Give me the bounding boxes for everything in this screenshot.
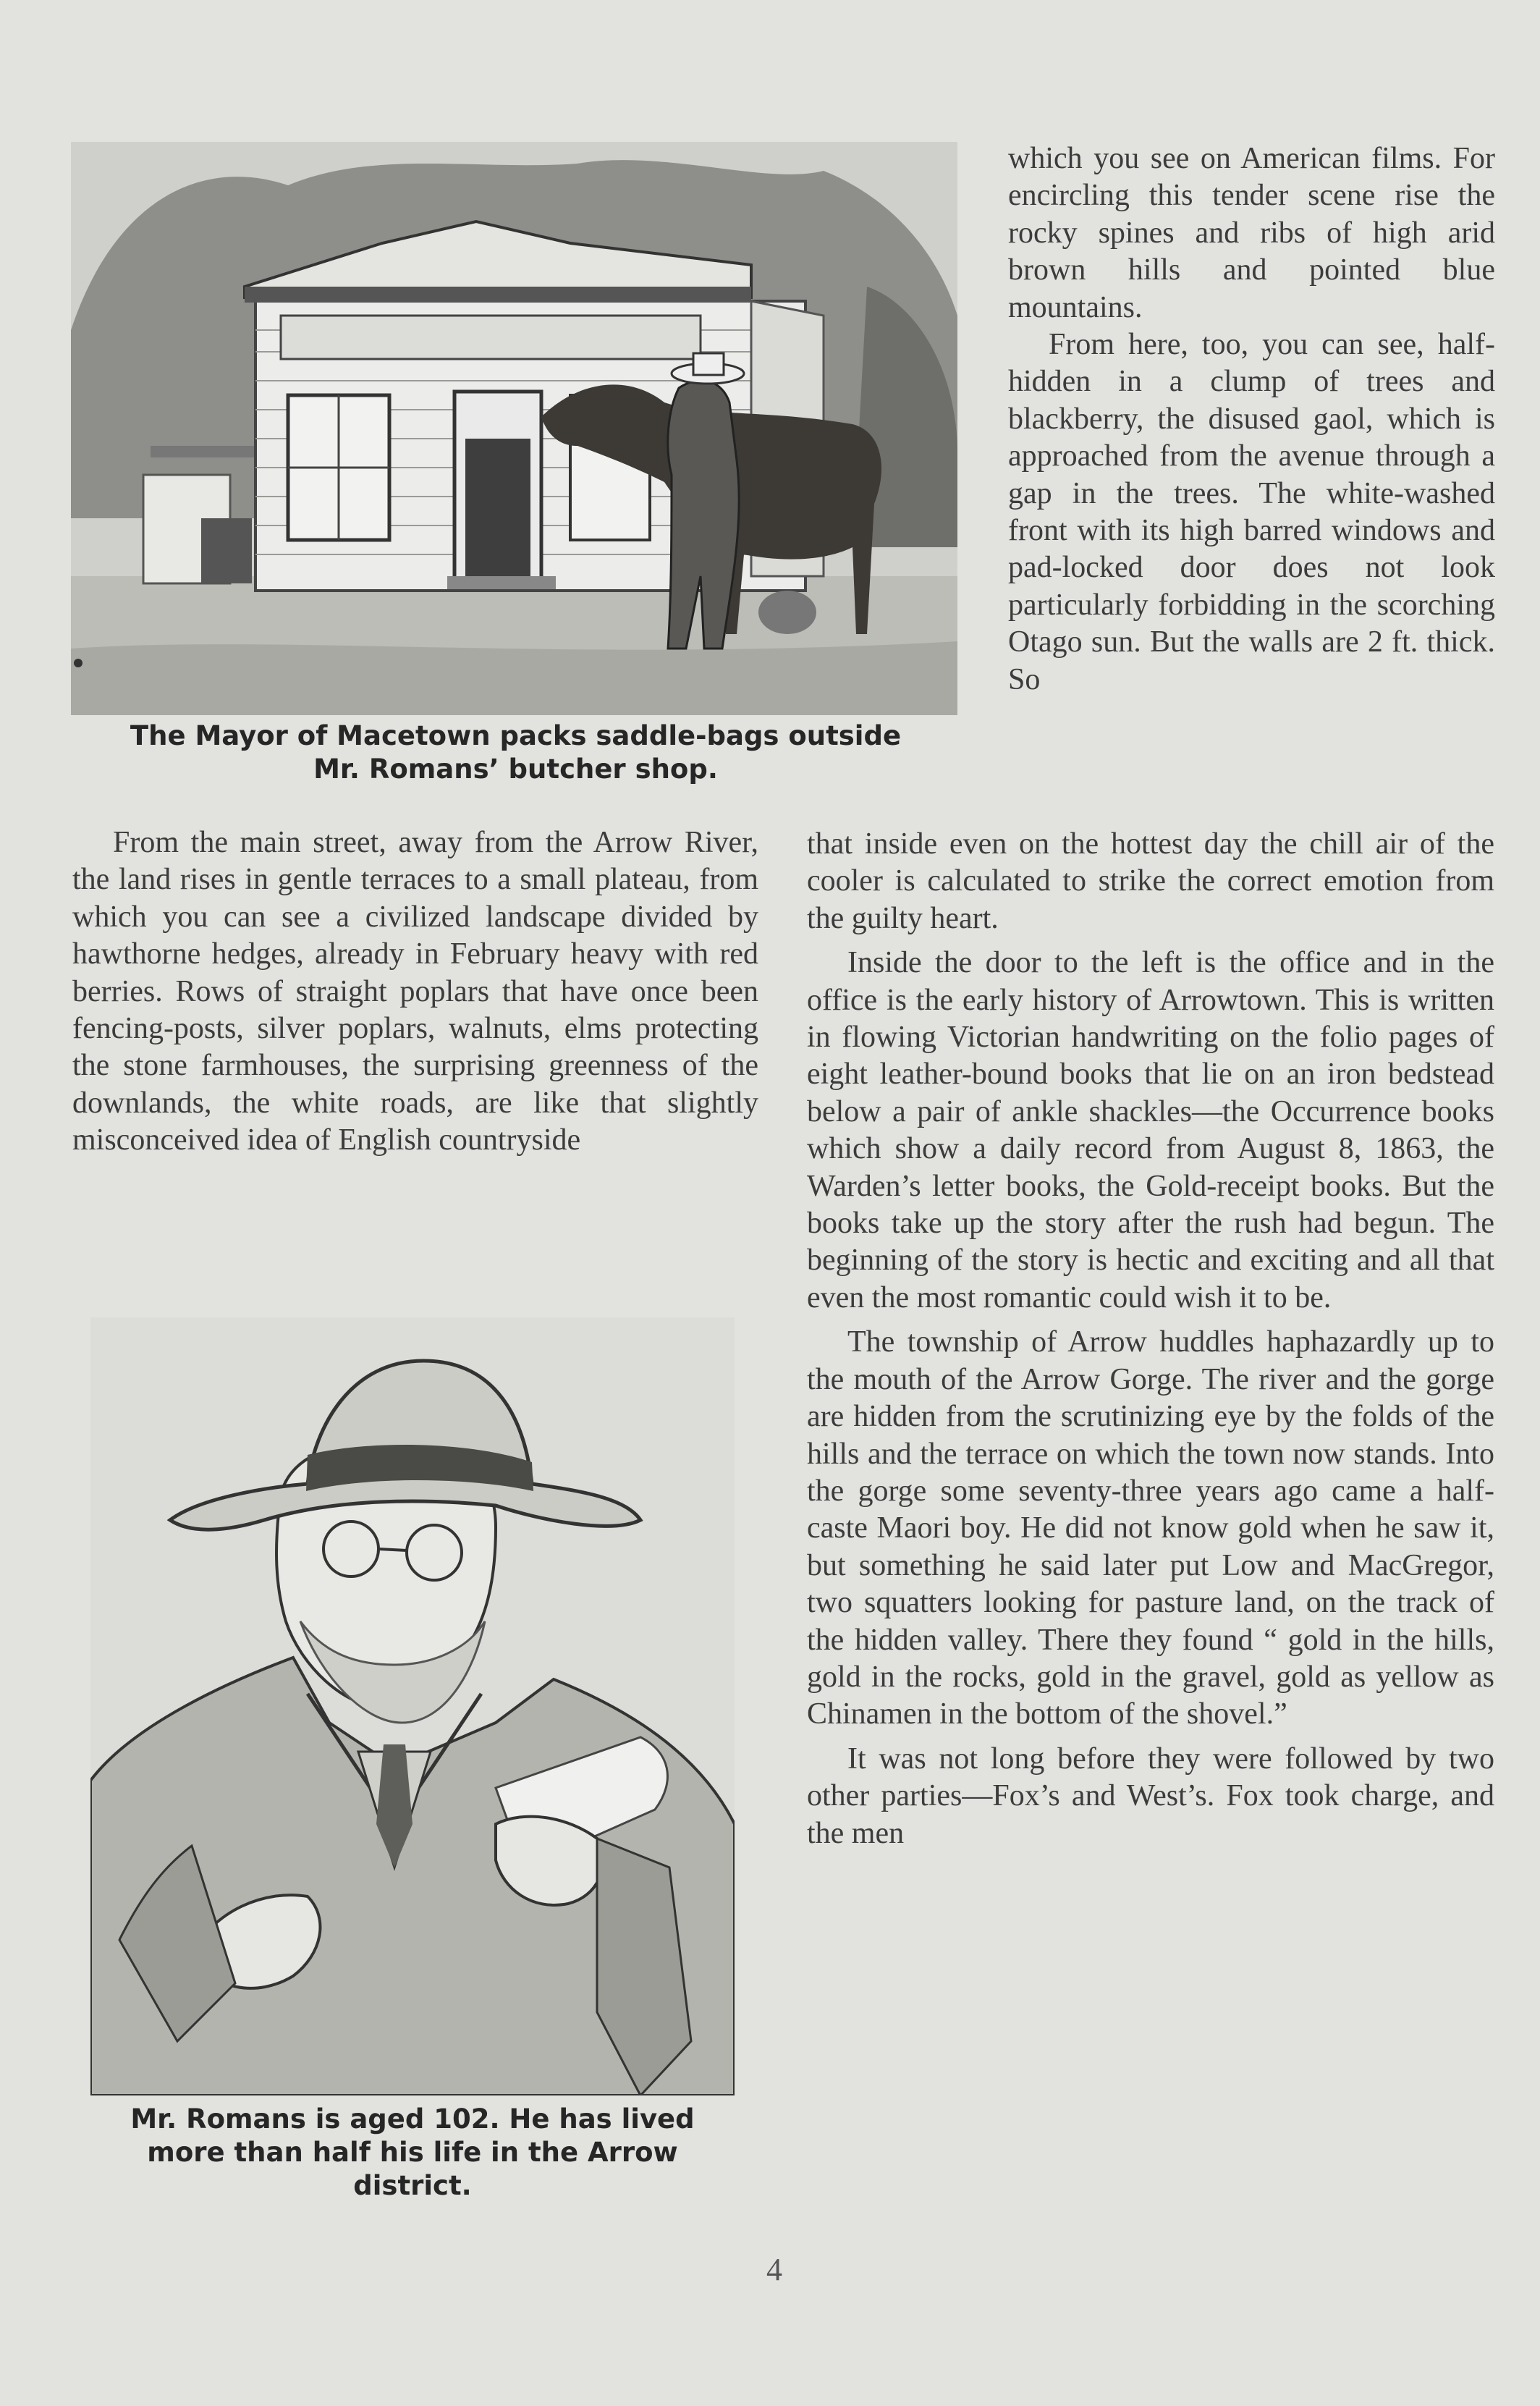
- shop-caption-line-2: Mr. Romans’ butcher shop.: [313, 754, 718, 785]
- shop-caption-line-1: The Mayor of Macetown packs saddle-bags outside: [130, 720, 902, 751]
- article-right-column-bottom: [807, 826, 1494, 1852]
- paragraph: From the main street, away from the Arrow River, the land rises in gentle terraces to a small plateau, from which you can see a civilized landscape divided by hawthorne hedges, already in February heavy with red berries. Rows of straight poplars that have once been fencing-posts, silver poplars, walnuts, elms protecting the stone farmhouses, the surprising greenness of the downlands, the white roads, are like that slightly misconceived idea of English countryside: [72, 826, 758, 1157]
- paragraph: that inside even on the hottest day the chill air of the cooler is calculated to strike the correct emotion from the guilty heart.: [807, 827, 1494, 935]
- portrait-caption: [80, 2103, 745, 2203]
- paragraph: Inside the door to the left is the office and in the office is the early history of Arrowtown. This is written in flowing Victorian handwriting on the folio pages of eight leather-bound books that lie on an iron bedstead below a pair of ankle shackles—the Occurrence books which show a daily record from August 8, 1863, the Warden’s letter books, the Gold-receipt books. But the books take up the story after the rush had begun. The beginning of the story is hectic and exciting and all that even the most romantic could wish it to be.: [807, 946, 1494, 1314]
- article-left-column: [72, 824, 758, 1160]
- portrait-caption-line-1: Mr. Romans is aged 102. He has lived: [130, 2103, 695, 2135]
- page-number: 4: [766, 2252, 782, 2287]
- article-right-column-top: [1008, 140, 1495, 698]
- paragraph: which you see on American films. For encircling this tender scene rise the rocky spines and ribs of high arid brown hills and pointed blue mountains.: [1008, 142, 1495, 324]
- shop-caption: [65, 719, 966, 786]
- portrait-caption-line-3: district.: [353, 2170, 472, 2201]
- paragraph: From here, too, you can see, half-hidden in a clump of trees and blackberry, the disused gaol, which is approached from the avenue through a gap in the trees. The white-washed front with its high barred windows and pad-locked door does not look particularly forbidding in the scorching Otago sun. But the walls are 2 ft. thick. So: [1008, 328, 1495, 696]
- paragraph: It was not long before they were followed by two other parties—Fox’s and West’s. Fox took charge, and the men: [807, 1742, 1494, 1850]
- mr-romans-portrait-illustration: [90, 1317, 735, 2095]
- paragraph: The township of Arrow huddles haphazardly up to the mouth of the Arrow Gorge. The river and the gorge are hidden from the scrutinizing eye by the folds of the hills and the terrace on which the town now stands. Into the gorge some seventy-three years ago came a half-caste Maori boy. He did not know gold when he saw it, but something he said later put Low and MacGregor, two squatters looking for pasture land, on the track of the hidden valley. There they found “ gold in the hills, gold in the rocks, gold in the gravel, gold as yellow as Chinamen in the bottom of the shovel.”: [807, 1325, 1494, 1731]
- portrait-caption-line-2: more than half his life in the Arrow: [147, 2137, 678, 2168]
- butcher-shop-illustration: [71, 142, 957, 715]
